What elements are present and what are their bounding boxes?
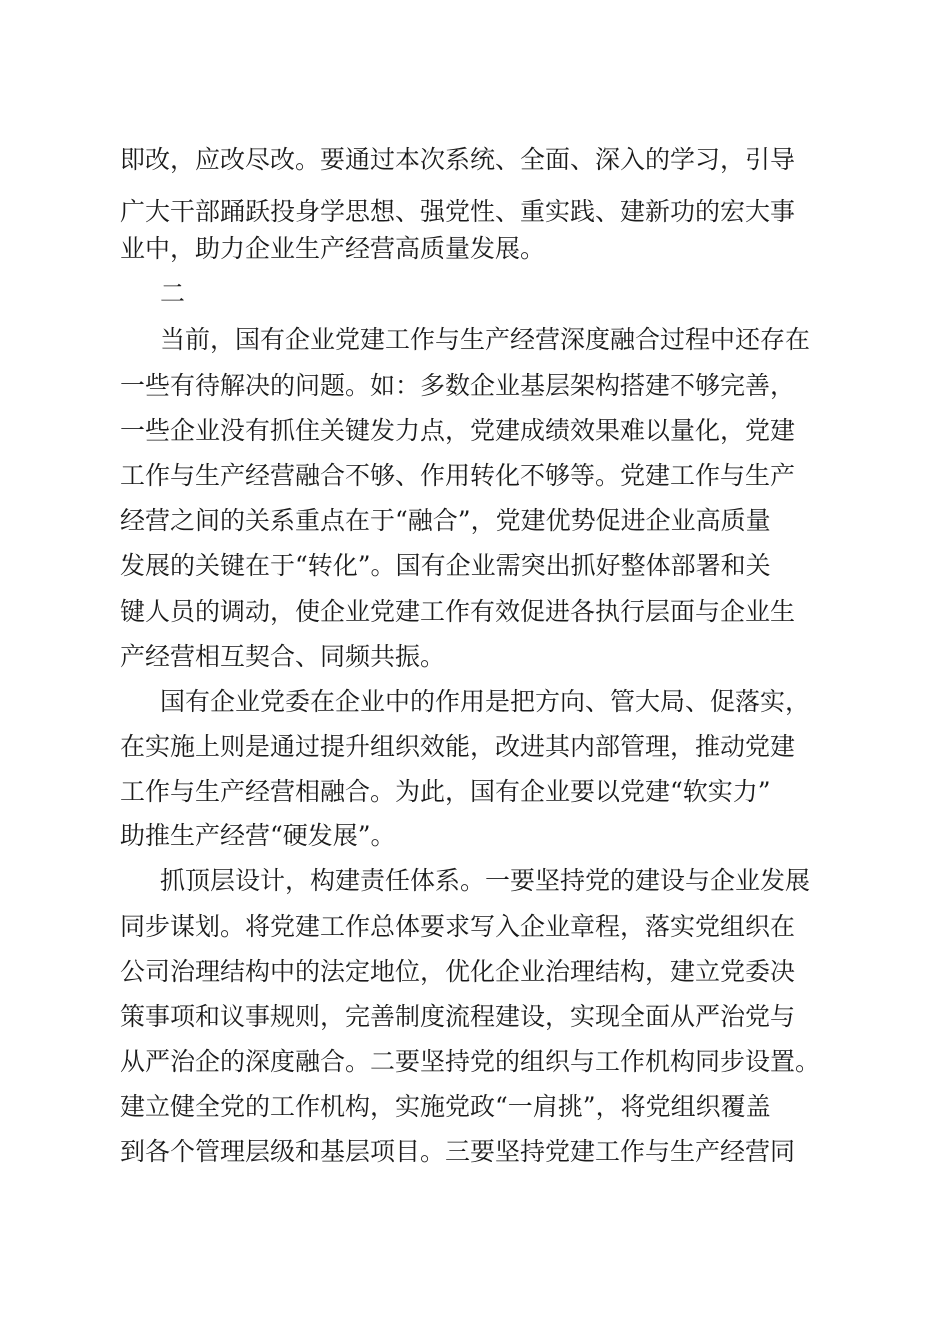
text-line: 到各个管理层级和基层项目。三要坚持党建工作与生产经营同	[120, 1137, 796, 1166]
text-line: 策事项和议事规则，完善制度流程建设，实现全面从严治党与	[120, 1002, 796, 1031]
text-line: 工作与生产经营相融合。为此，国有企业要以党建“软实力”	[120, 777, 771, 806]
text-line: 从严治企的深度融合。二要坚持党的组织与工作机构同步设置。	[120, 1047, 821, 1076]
text-line: 经营之间的关系重点在于“融合”，党建优势促进企业高质量	[120, 506, 771, 535]
text-line: 抓顶层设计，构建责任体系。一要坚持党的建设与企业发展	[160, 866, 811, 895]
text-line: 广大干部踊跃投身学思想、强党性、重实践、建新功的宏大事	[120, 197, 796, 226]
text-line: 在实施上则是通过提升组织效能，改进其内部管理，推动党建	[120, 732, 796, 761]
text-line: 公司治理结构中的法定地位，优化企业治理结构，建立党委决	[120, 957, 796, 986]
text-line: 业中，助力企业生产经营高质量发展。	[120, 234, 546, 263]
text-line: 工作与生产经营融合不够、作用转化不够等。党建工作与生产	[120, 461, 796, 490]
text-line: 助推生产经营“硬发展”。	[120, 821, 396, 850]
section-heading: 二	[160, 279, 186, 308]
text-line: 国有企业党委在企业中的作用是把方向、管大局、促落实，	[160, 687, 811, 716]
text-line: 当前，国有企业党建工作与生产经营深度融合过程中还存在	[160, 325, 811, 354]
text-line: 一些有待解决的问题。如：多数企业基层架构搭建不够完善，	[120, 371, 796, 400]
text-line: 发展的关键在于“转化”。国有企业需突出抓好整体部署和关	[120, 551, 771, 580]
text-line: 产经营相互契合、同频共振。	[120, 642, 446, 671]
text-line: 建立健全党的工作机构，实施党政“一肩挑”，将党组织覆盖	[120, 1092, 771, 1121]
text-line: 即改，应改尽改。要通过本次系统、全面、深入的学习，引导	[120, 145, 796, 174]
text-line: 同步谋划。将党建工作总体要求写入企业章程，落实党组织在	[120, 912, 796, 941]
text-line: 一些企业没有抓住关键发力点，党建成绩效果难以量化，党建	[120, 416, 796, 445]
text-line: 键人员的调动，使企业党建工作有效促进各执行层面与企业生	[120, 597, 796, 626]
